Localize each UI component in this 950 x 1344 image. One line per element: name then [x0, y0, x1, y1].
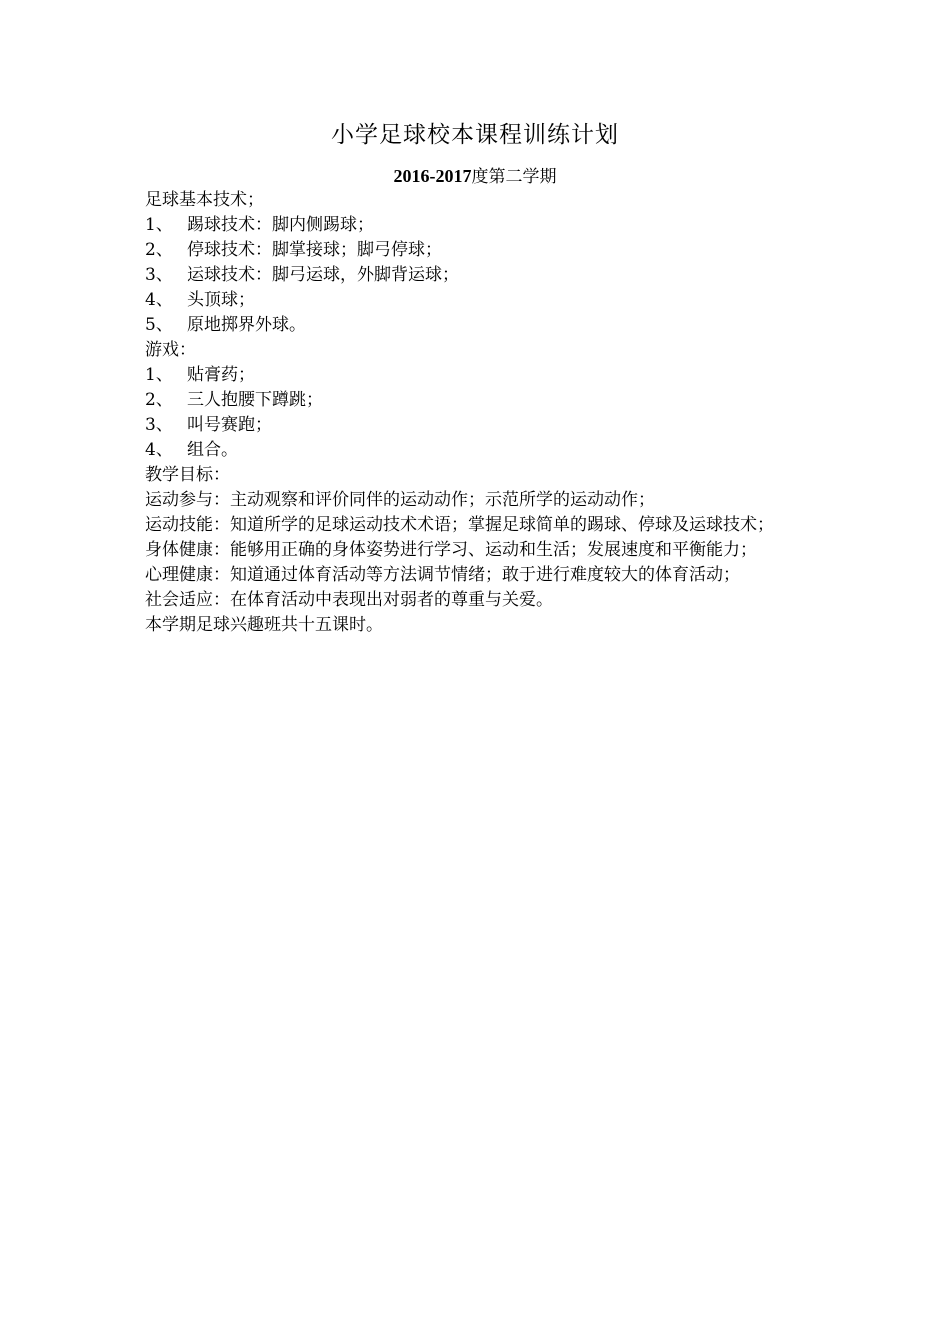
- list-item: [145, 363, 817, 388]
- list-number: 2、: [145, 390, 173, 410]
- list-text: 停球技术：脚掌接球；脚弓停球；: [187, 240, 442, 260]
- list-text: 头顶球；: [187, 290, 255, 310]
- list-number: 1、: [145, 365, 173, 385]
- games-heading: 游戏：: [145, 340, 196, 360]
- goal-item: 运动参与：主动观察和评价同伴的运动动作；示范所学的运动动作；: [145, 490, 655, 510]
- document-body: [145, 188, 817, 638]
- list-number: 3、: [145, 265, 173, 285]
- list-item: [145, 213, 817, 238]
- page-subtitle: [0, 164, 950, 189]
- list-item: [145, 388, 817, 413]
- goals-heading: 教学目标：: [145, 465, 230, 485]
- list-number: 5、: [145, 315, 173, 335]
- goal-item: 身体健康：能够用正确的身体姿势进行学习、运动和生活；发展速度和平衡能力；: [145, 540, 757, 560]
- list-text: 贴膏药；: [187, 365, 255, 385]
- list-text: 原地掷界外球。: [187, 315, 306, 335]
- list-text: 运球技术：脚弓运球，外脚背运球；: [187, 265, 459, 285]
- list-item: [145, 313, 817, 338]
- list-text: 踢球技术：脚内侧踢球；: [187, 215, 374, 235]
- goal-item: 心理健康：知道通过体育活动等方法调节情绪；敢于进行难度较大的体育活动；: [145, 565, 740, 585]
- list-item: [145, 263, 817, 288]
- subtitle-term: 度第二学期: [471, 167, 557, 187]
- goal-item: 运动技能：知道所学的足球运动技术术语；掌握足球简单的踢球、停球及运球技术；: [145, 515, 774, 535]
- closing-note: 本学期足球兴趣班共十五课时。: [145, 615, 383, 635]
- list-item: [145, 413, 817, 438]
- goal-item: 社会适应：在体育活动中表现出对弱者的尊重与关爱。: [145, 590, 553, 610]
- list-number: 1、: [145, 215, 173, 235]
- list-number: 4、: [145, 290, 173, 310]
- list-number: 2、: [145, 240, 173, 260]
- list-item: [145, 288, 817, 313]
- list-item: [145, 438, 817, 463]
- list-number: 3、: [145, 415, 173, 435]
- skills-heading: 足球基本技术；: [145, 190, 264, 210]
- list-text: 组合。: [187, 440, 238, 460]
- list-item: [145, 238, 817, 263]
- list-text: 三人抱腰下蹲跳；: [187, 390, 323, 410]
- list-number: 4、: [145, 440, 173, 460]
- page-title: 小学足球校本课程训练计划: [331, 122, 619, 148]
- list-text: 叫号赛跑；: [187, 415, 272, 435]
- subtitle-year: 2016-2017: [393, 166, 472, 186]
